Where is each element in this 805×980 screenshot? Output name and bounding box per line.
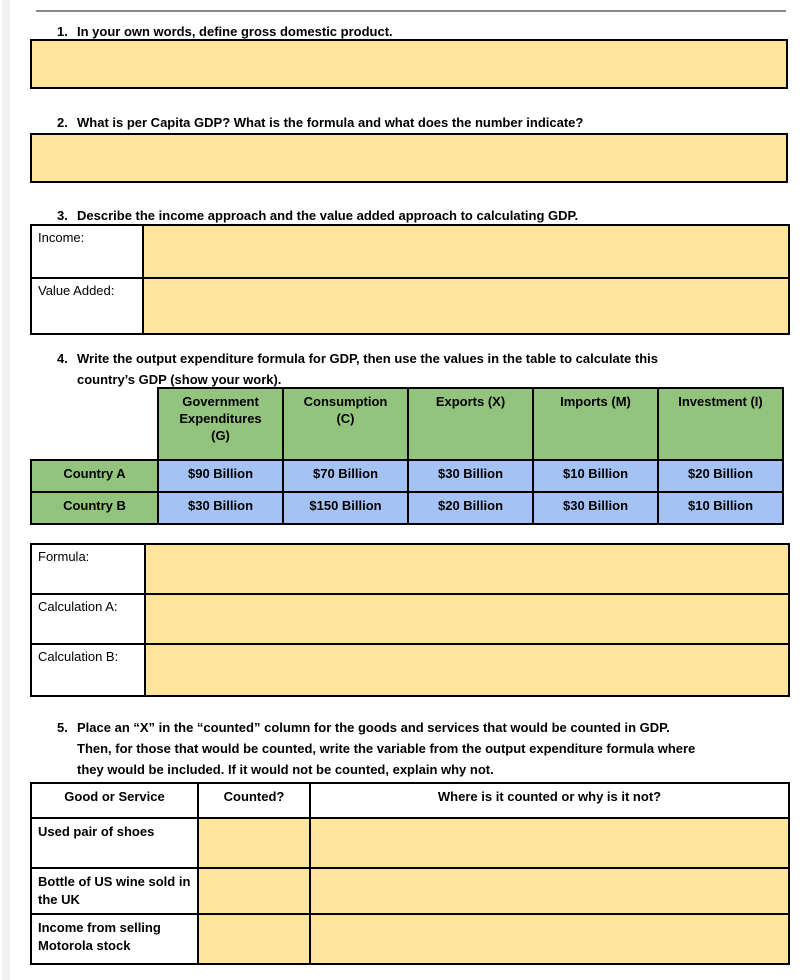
question-3-number: 3. — [57, 208, 68, 223]
question-5-number: 5. — [57, 720, 68, 735]
question-3 — [57, 205, 578, 226]
question-1-answer-box[interactable] — [30, 39, 788, 89]
table-row — [31, 460, 783, 492]
calculation-b-label: Calculation B: — [31, 644, 145, 696]
table-row — [31, 868, 789, 914]
table-row — [31, 278, 789, 334]
country-b-gov-expenditures: $30 Billion — [158, 492, 283, 524]
question-4 — [57, 348, 749, 390]
calculation-b-answer-cell[interactable] — [145, 644, 789, 696]
formula-answer-cell[interactable] — [145, 544, 789, 594]
question-4-number: 4. — [57, 351, 68, 366]
formula-calculation-table — [30, 543, 790, 697]
country-a-imports: $10 Billion — [533, 460, 658, 492]
question-2-number: 2. — [57, 115, 68, 130]
used-shoes-counted-cell[interactable] — [198, 818, 310, 868]
us-wine-counted-cell[interactable] — [198, 868, 310, 914]
empty-corner-cell — [31, 388, 158, 460]
used-shoes-label: Used pair of shoes — [31, 818, 198, 868]
income-label: Income: — [31, 225, 143, 278]
question-5-text: Place an “X” in the “counted” column for the goods and services that would be counted in GDP. Then, for those that would be counted, write the variable from the output expenditure formula where they would be included. If it would not be counted, explain why not. — [77, 720, 696, 777]
country-b-consumption: $150 Billion — [283, 492, 408, 524]
page-left-margin — [2, 0, 10, 980]
country-b-exports: $20 Billion — [408, 492, 533, 524]
calculation-a-answer-cell[interactable] — [145, 594, 789, 644]
question-4-text: Write the output expenditure formula for GDP, then use the values in the table to calculate this country’s GDP (show your work). — [77, 351, 659, 387]
income-value-added-table — [30, 224, 790, 335]
page-top-rule — [36, 10, 786, 12]
country-b-imports: $30 Billion — [533, 492, 658, 524]
header-exports: Exports (X) — [408, 388, 533, 460]
country-a-consumption: $70 Billion — [283, 460, 408, 492]
country-b-label: Country B — [31, 492, 158, 524]
country-b-investment: $10 Billion — [658, 492, 783, 524]
table-row — [31, 492, 783, 524]
header-where-counted: Where is it counted or why is it not? — [310, 783, 789, 818]
table-row — [31, 818, 789, 868]
table-row — [31, 594, 789, 644]
question-5 — [57, 717, 781, 780]
motorola-stock-where-cell[interactable] — [310, 914, 789, 964]
table-row — [31, 914, 789, 964]
country-a-gov-expenditures: $90 Billion — [158, 460, 283, 492]
question-3-text: Describe the income approach and the value added approach to calculating GDP. — [77, 208, 579, 223]
table-row — [31, 225, 789, 278]
header-imports: Imports (M) — [533, 388, 658, 460]
gdp-data-table — [30, 387, 784, 525]
header-good-or-service: Good or Service — [31, 783, 198, 818]
table-row — [31, 783, 789, 818]
value-added-answer-cell[interactable] — [143, 278, 789, 334]
country-a-investment: $20 Billion — [658, 460, 783, 492]
income-answer-cell[interactable] — [143, 225, 789, 278]
calculation-a-label: Calculation A: — [31, 594, 145, 644]
table-row — [31, 644, 789, 696]
table-row — [31, 388, 783, 460]
us-wine-label: Bottle of US wine sold in the UK — [31, 868, 198, 914]
formula-label: Formula: — [31, 544, 145, 594]
table-row — [31, 544, 789, 594]
used-shoes-where-cell[interactable] — [310, 818, 789, 868]
goods-services-table — [30, 782, 790, 965]
question-2-text: What is per Capita GDP? What is the formula and what does the number indicate? — [77, 115, 584, 130]
header-government-expenditures: Government Expenditures (G) — [158, 388, 283, 460]
country-a-label: Country A — [31, 460, 158, 492]
header-counted: Counted? — [198, 783, 310, 818]
question-2 — [57, 112, 583, 133]
motorola-stock-label: Income from selling Motorola stock — [31, 914, 198, 964]
value-added-label: Value Added: — [31, 278, 143, 334]
header-investment: Investment (I) — [658, 388, 783, 460]
us-wine-where-cell[interactable] — [310, 868, 789, 914]
question-1-text: In your own words, define gross domestic product. — [77, 24, 393, 39]
header-consumption: Consumption (C) — [283, 388, 408, 460]
country-a-exports: $30 Billion — [408, 460, 533, 492]
motorola-stock-counted-cell[interactable] — [198, 914, 310, 964]
question-1-number: 1. — [57, 24, 68, 39]
question-2-answer-box[interactable] — [30, 133, 788, 183]
